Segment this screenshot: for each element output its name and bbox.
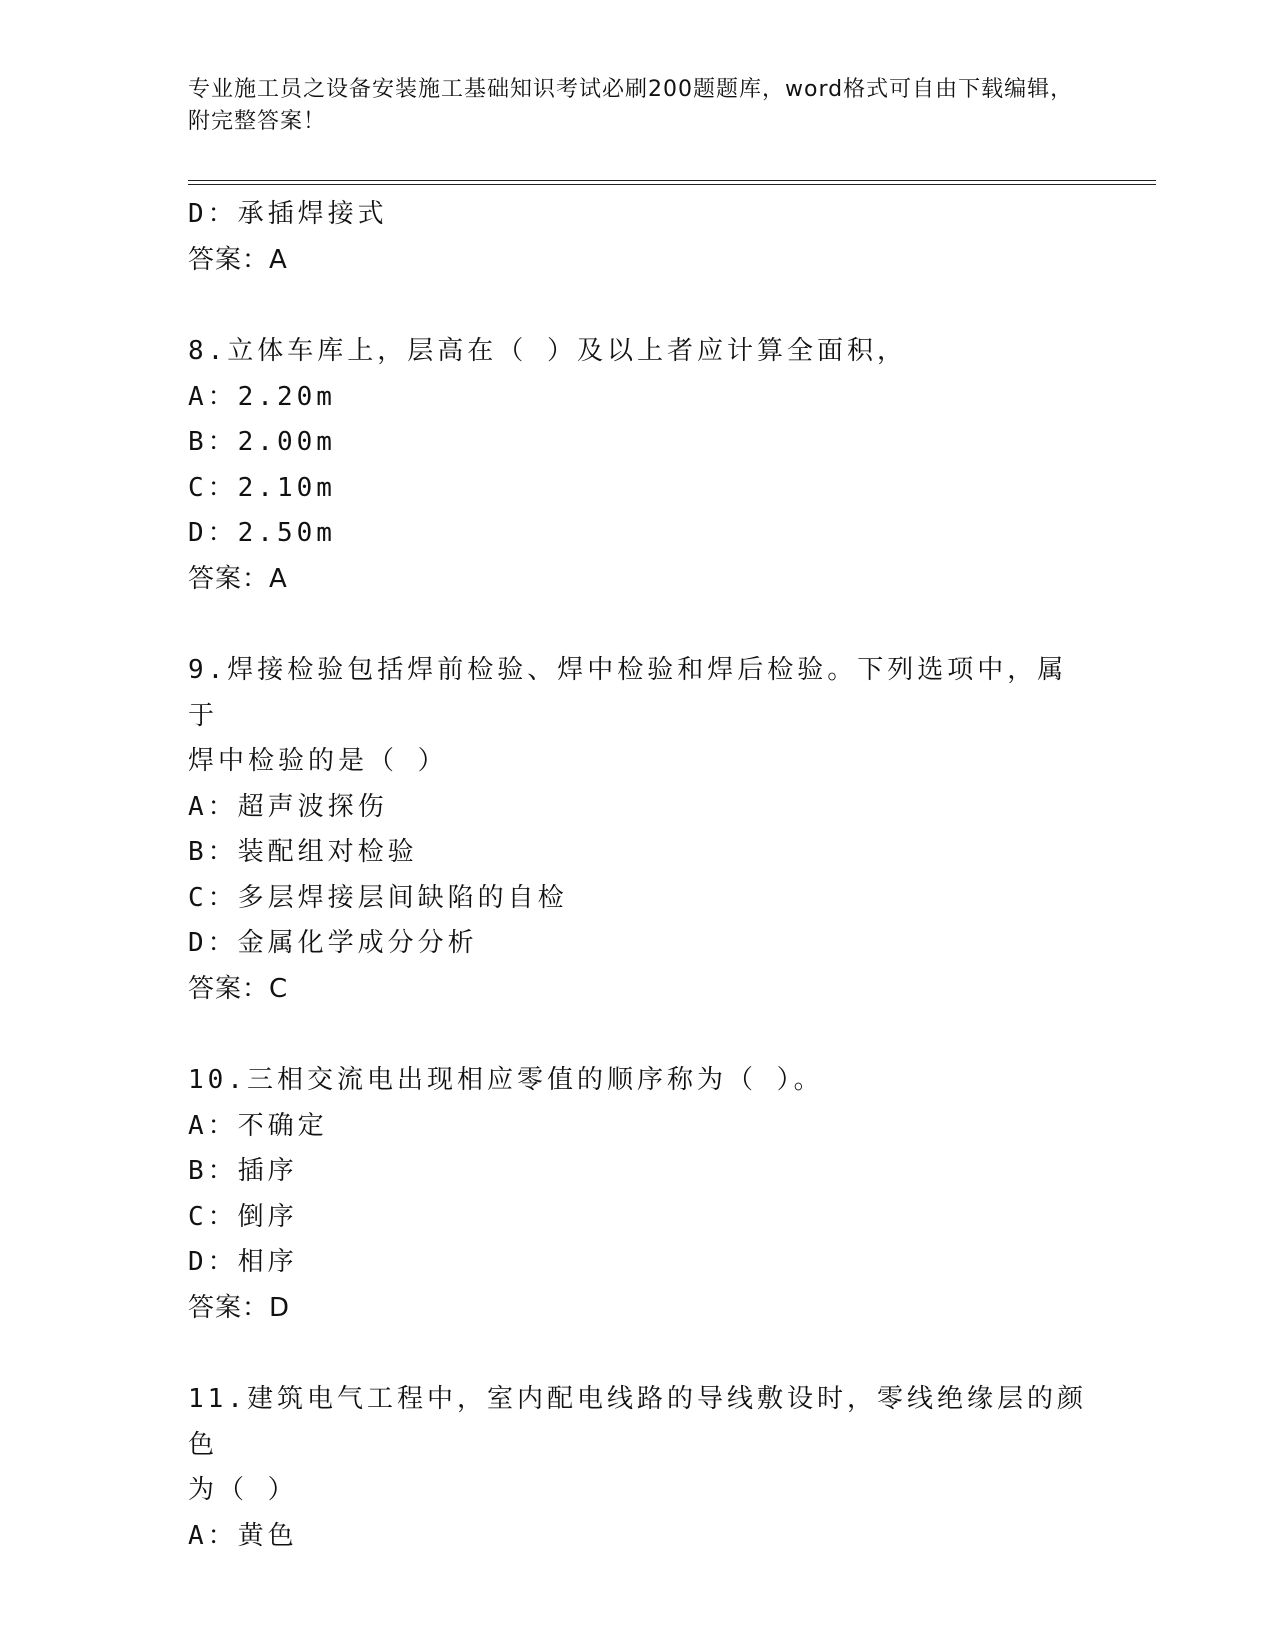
- option-c: C：多层焊接层间缺陷的自检: [188, 882, 568, 913]
- page-header: 专业施工员之设备安装施工基础知识考试必刷200题题库，word格式可自由下载编辑，附完整答案！: [188, 77, 1074, 134]
- spacer: [188, 1331, 1088, 1377]
- spacer: [188, 602, 1088, 648]
- question-7-tail: [188, 192, 1088, 283]
- question-stem: 8.立体车库上，层高在（ ）及以上者应计算全面积，: [188, 336, 907, 366]
- option-a: A：不确定: [188, 1110, 328, 1141]
- option-c: C：2.10m: [188, 472, 336, 503]
- option-b: B：插序: [188, 1156, 298, 1186]
- option-d: D：2.50m: [188, 518, 336, 548]
- option-d: D：金属化学成分分析: [188, 928, 478, 958]
- question-11: [188, 1377, 1088, 1559]
- question-10: [188, 1058, 1088, 1331]
- option-c: C：倒序: [188, 1201, 298, 1232]
- option-a: A：黄色: [188, 1520, 298, 1551]
- spacer: [188, 1012, 1088, 1058]
- header-divider: [188, 180, 1156, 185]
- spacer: [188, 283, 1088, 329]
- question-stem-continued: 为（ ）: [188, 1475, 298, 1505]
- question-stem: 11.建筑电气工程中，室内配电线路的导线敷设时，零线绝缘层的颜色: [188, 1384, 1087, 1460]
- option-d: D：承插焊接式: [188, 199, 388, 229]
- answer: 答案：A: [188, 563, 288, 594]
- question-list: [188, 192, 1088, 1559]
- question-8: [188, 329, 1088, 602]
- answer: 答案：D: [188, 1292, 291, 1323]
- option-a: A：2.20m: [188, 381, 336, 412]
- answer: 答案：C: [188, 973, 289, 1004]
- option-b: B：2.00m: [188, 427, 336, 457]
- question-9: [188, 648, 1088, 1012]
- option-b: B：装配组对检验: [188, 837, 418, 867]
- question-stem: 9.焊接检验包括焊前检验、焊中检验和焊后检验。下列选项中，属于: [188, 655, 1068, 731]
- question-stem: 10.三相交流电出现相应零值的顺序称为（ ）。: [188, 1065, 824, 1095]
- option-d: D：相序: [188, 1247, 298, 1277]
- answer: 答案：A: [188, 244, 288, 275]
- question-stem-continued: 焊中检验的是（ ）: [188, 746, 448, 776]
- option-a: A：超声波探伤: [188, 791, 388, 822]
